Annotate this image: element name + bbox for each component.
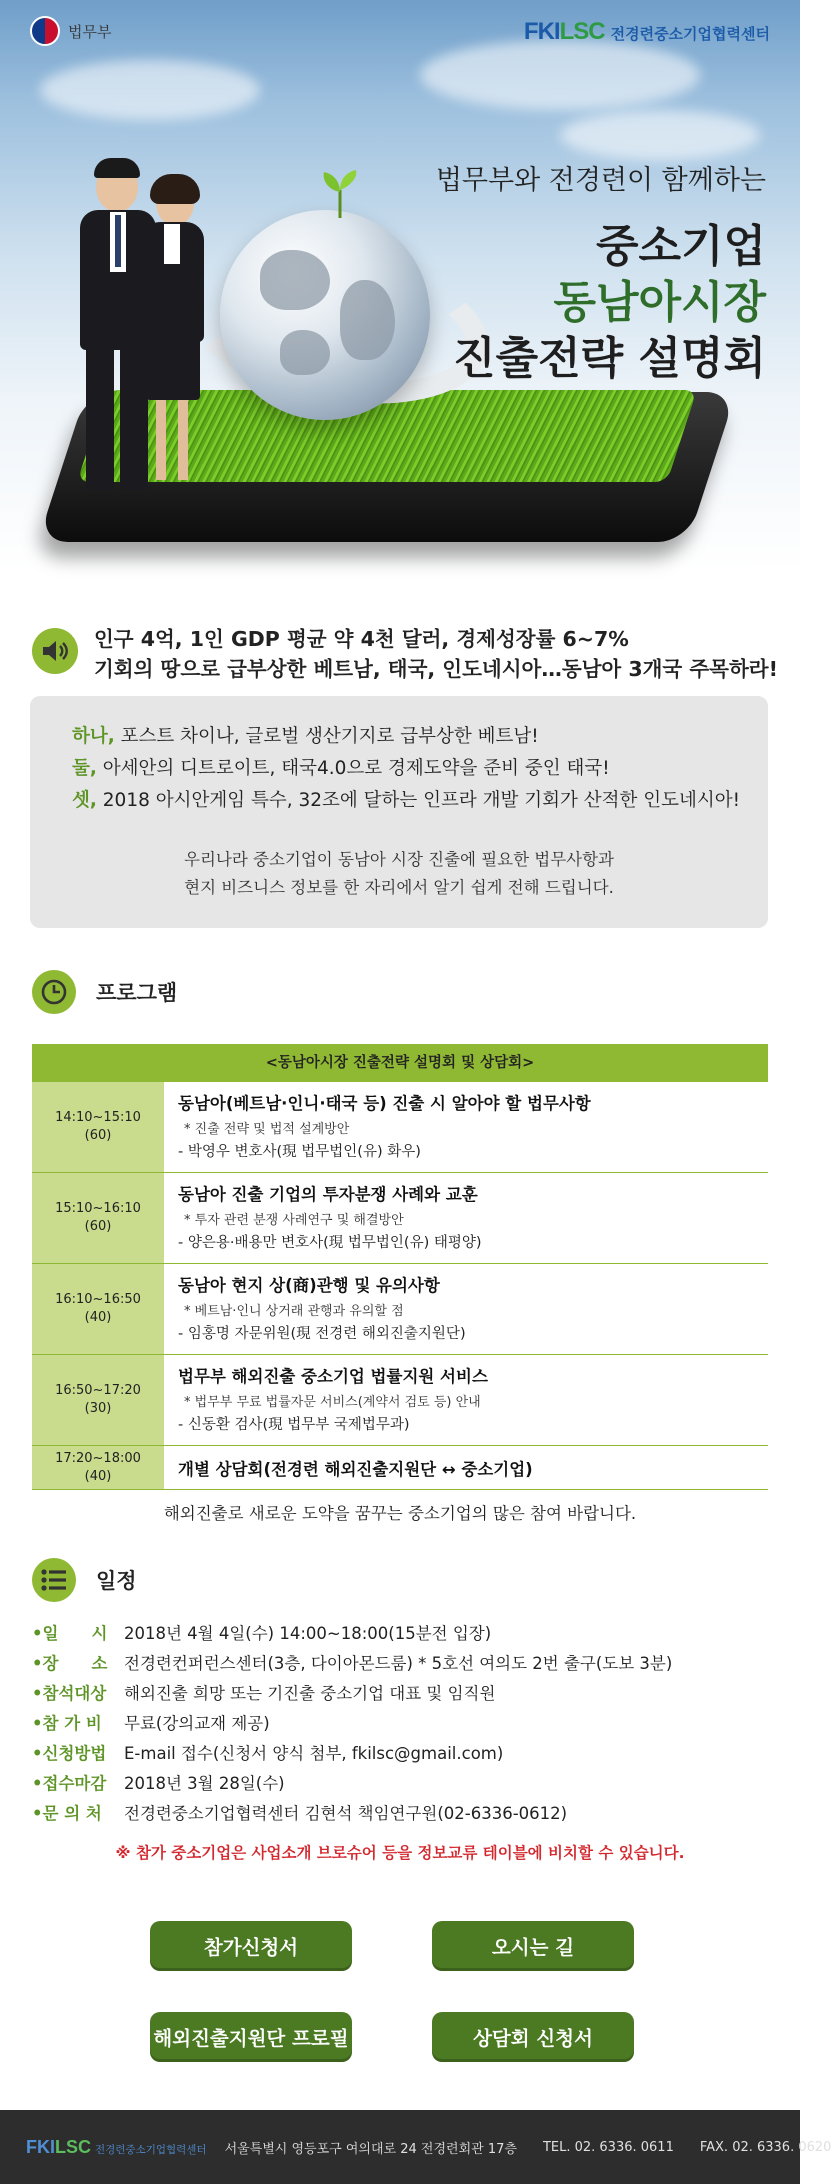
fki-name: 전경련중소기업협력센터 bbox=[610, 25, 770, 43]
session-speaker: - 임홍명 자문위원(現 전경련 해외진출지원단) bbox=[178, 1326, 466, 1342]
cloud-shape bbox=[420, 40, 700, 110]
highlight-box bbox=[30, 696, 768, 928]
intro-block bbox=[32, 622, 778, 682]
ministry-label: 법무부 bbox=[68, 22, 112, 41]
table-row bbox=[32, 1082, 768, 1173]
hero-subtitle: 법무부와 전경련이 함께하는 bbox=[435, 165, 766, 196]
footer-tel: TEL. 02. 6336. 0611 bbox=[542, 2139, 674, 2155]
sprout-icon bbox=[320, 168, 360, 218]
footer-logo[interactable]: FKILSC 전경련중소기업협력센터 bbox=[26, 2136, 207, 2157]
session-title: 개별 상담회(전경련 해외진출지원단 ↔ 중소기업) bbox=[178, 1459, 533, 1479]
list-icon bbox=[32, 1558, 76, 1602]
table-row bbox=[32, 1446, 768, 1490]
cloud-shape bbox=[40, 60, 260, 120]
ministry-logo[interactable] bbox=[30, 16, 111, 46]
program-table bbox=[32, 1044, 768, 1490]
schedule-section-header bbox=[32, 1558, 137, 1602]
table-time-cell: 17:20~18:00 (40) bbox=[32, 1446, 164, 1489]
session-speaker: - 양은용·배용만 변호사(現 법무법인(유) 태평양) bbox=[178, 1235, 482, 1251]
grass-illustration bbox=[77, 390, 697, 482]
table-time-cell: 16:50~17:20 (30) bbox=[32, 1355, 164, 1445]
globe-icon bbox=[220, 210, 430, 420]
schedule-row: •참석대상 해외진출 희망 또는 기진출 중소기업 대표 및 임직원 bbox=[32, 1684, 496, 1703]
speaker-icon bbox=[32, 628, 78, 674]
schedule-row: •장 소 전경련컨퍼런스센터(3층, 다이아몬드룸) * 5호선 여의도 2번 출구(도보 3분) bbox=[32, 1654, 673, 1673]
table-row bbox=[32, 1173, 768, 1264]
session-note: * 베트남·인니 상거래 관행과 유의할 점 bbox=[184, 1304, 404, 1319]
table-title: <동남아시장 진출전략 설명회 및 상담회> bbox=[32, 1044, 768, 1082]
footer-address: 서울특별시 영등포구 여의대로 24 전경련회관 17층 bbox=[224, 2141, 517, 2157]
schedule-row: •참 가 비 무료(강의교재 제공) bbox=[32, 1714, 270, 1733]
support-team-profile-button[interactable]: 해외진출지원단 프로필 bbox=[150, 2012, 352, 2062]
summary-line1: 우리나라 중소기업이 동남아 시장 진출에 필요한 법무사항과 bbox=[184, 850, 614, 869]
cloud-shape bbox=[560, 110, 760, 160]
footer-fax: FAX. 02. 6336. 0620 bbox=[699, 2139, 831, 2155]
program-section-header bbox=[32, 970, 177, 1014]
program-title: 프로그램 bbox=[96, 981, 178, 1005]
session-title: 동남아 진출 기업의 투자분쟁 사례와 교훈 bbox=[178, 1185, 478, 1204]
session-title: 동남아(베트남·인니·태국 등) 진출 시 알아야 할 법무사항 bbox=[178, 1094, 591, 1113]
session-title: 법무부 해외진출 중소기업 법률지원 서비스 bbox=[178, 1367, 488, 1386]
table-time-cell: 16:10~16:50 (40) bbox=[32, 1264, 164, 1354]
intro-line2: 기회의 땅으로 급부상한 베트남, 태국, 인도네시아…동남아 3개국 주목하라! bbox=[94, 657, 778, 681]
intro-line1: 인구 4억, 1인 GDP 평균 약 4천 달러, 경제성장률 6~7% bbox=[94, 627, 629, 651]
ministry-emblem-icon bbox=[30, 16, 60, 46]
footer bbox=[0, 2110, 831, 2184]
table-row bbox=[32, 1355, 768, 1446]
fki-mark: FKILSC bbox=[523, 18, 605, 45]
highlight-item: 둘, 아세안의 디트로이트, 태국4.0으로 경제도약을 준비 중인 태국! bbox=[72, 758, 610, 779]
table-row bbox=[32, 1264, 768, 1355]
fki-logo[interactable] bbox=[524, 18, 770, 46]
session-speaker: - 신동환 검사(現 법무부 국제법무과) bbox=[178, 1417, 410, 1433]
session-speaker: - 박영우 변호사(現 법무법인(유) 화우) bbox=[178, 1144, 421, 1160]
apply-form-button[interactable]: 참가신청서 bbox=[150, 1921, 352, 1971]
notice-text: ※ 참가 중소기업은 사업소개 브로슈어 등을 정보교류 테이블에 비치할 수 있습니다. bbox=[115, 1844, 685, 1862]
highlight-item: 셋, 2018 아시안게임 특수, 32조에 달하는 인프라 개발 기회가 산적한 인도네시아! bbox=[72, 790, 741, 811]
session-title: 동남아 현지 상(商)관행 및 유의사항 bbox=[178, 1276, 440, 1295]
hero-title-line1: 중소기업 bbox=[595, 221, 766, 272]
consultation-form-button[interactable]: 상담회 신청서 bbox=[432, 2012, 634, 2062]
session-note: * 투자 관련 분쟁 사례연구 및 해결방안 bbox=[184, 1213, 404, 1228]
schedule-title: 일정 bbox=[96, 1569, 137, 1593]
session-note: * 진출 전략 및 법적 설계방안 bbox=[184, 1122, 350, 1137]
schedule-row: •접수마감 2018년 3월 28일(수) bbox=[32, 1774, 285, 1793]
summary-line2: 현지 비즈니스 정보를 한 자리에서 알기 쉽게 전해 드립니다. bbox=[184, 878, 614, 897]
clock-icon bbox=[32, 970, 76, 1014]
program-closing-text: 해외진출로 새로운 도약을 꿈꾸는 중소기업의 많은 참여 바랍니다. bbox=[163, 1504, 637, 1523]
hero-banner bbox=[0, 0, 800, 570]
session-note: * 법무부 무료 법률자문 서비스(계약서 검토 등) 안내 bbox=[184, 1395, 481, 1410]
hero-title-line2: 동남아시장 bbox=[553, 277, 766, 328]
schedule-row: •문 의 처 전경련중소기업협력센터 김현석 책임연구원(02-6336-0612) bbox=[32, 1804, 568, 1823]
schedule-row: •신청방법 E-mail 접수(신청서 양식 첨부, fkilsc@gmail.com) bbox=[32, 1744, 504, 1763]
directions-button[interactable]: 오시는 길 bbox=[432, 1921, 634, 1971]
highlight-item: 하나, 포스트 차이나, 글로벌 생산기지로 급부상한 베트남! bbox=[72, 726, 539, 747]
table-time-cell: 14:10~15:10 (60) bbox=[32, 1082, 164, 1172]
schedule-row: •일 시 2018년 4월 4일(수) 14:00~18:00(15분전 입장) bbox=[32, 1624, 492, 1643]
table-time-cell: 15:10~16:10 (60) bbox=[32, 1173, 164, 1263]
hero-title-line3: 진출전략 설명회 bbox=[453, 333, 766, 384]
